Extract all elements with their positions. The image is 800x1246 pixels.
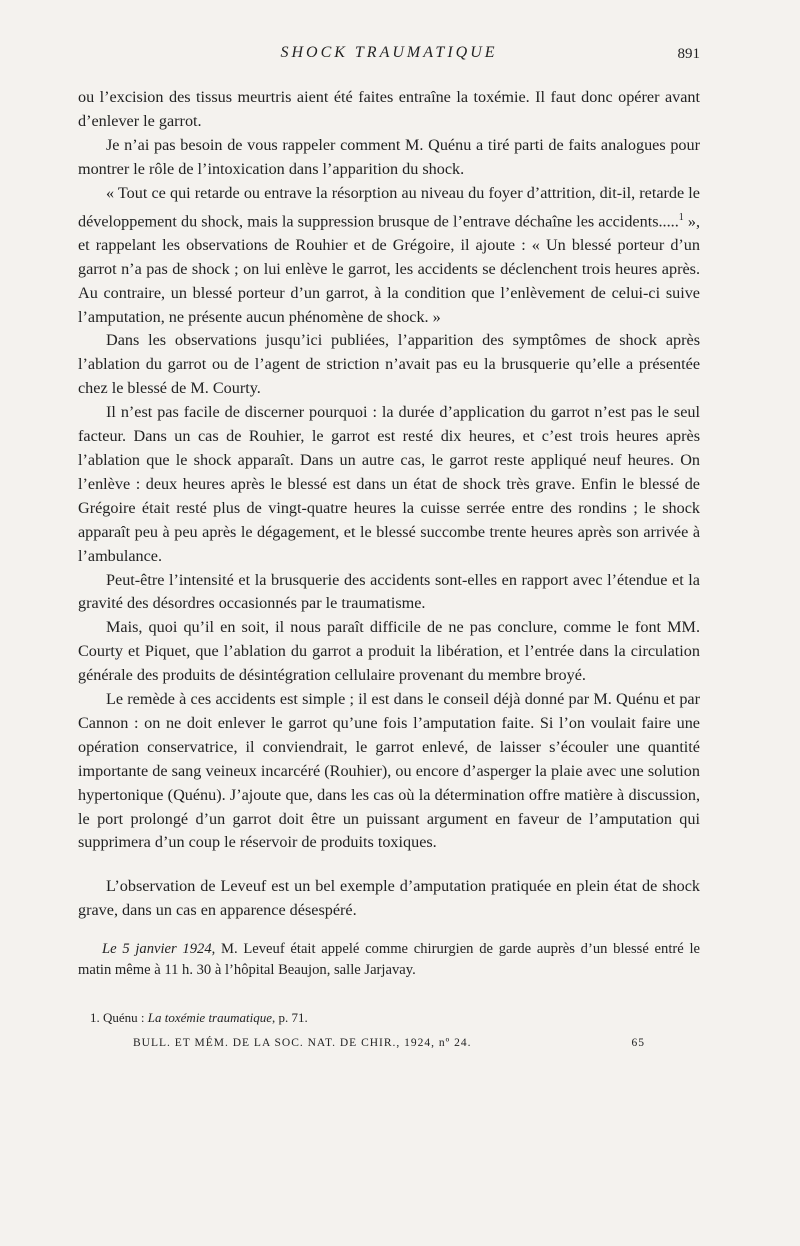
paragraph: Il n’est pas facile de discerner pourquoi : la durée d’application du garrot n’est pas le seul facteur. Dans un cas de Rouhier, le garrot est resté dix heures, et c’est trois heures après l’ablation que le shock apparaît. Dans un autre cas, le garrot reste appliqué neuf heures. On l’enlève : deux heures après le blessé est dans un état de shock très grave. Enfin le blessé de Grégoire était resté plus de vingt-quatre heures la cuisse serrée entre des rondins ; le shock apparaît peu à peu après le dégagement, et le blessé succombe trente heures après son arrivée à l’ambulance. [78,403,700,565]
page-number: 891 [677,46,700,62]
footnote-author: Quénu [103,1010,138,1026]
footnote-page: , p. 71. [272,1010,308,1026]
paragraph: Le remède à ces accidents est simple ; il est dans le conseil déjà donné par M. Quénu et par Cannon : on ne doit enlever le garrot qu’une fois l’amputation faite. Si l’on voulait faire une opération conservatrice, il conviendrait, le garrot enlevé, de laisser s’écouler une quantité importante de sang veineux incarcéré (Rouhier), ou encore d’asperger la plaie avec une solution hypertonique (Quénu). J’ajoute que, dans les cas où la détermination offre matière à discussion, le port prolongé d’un garrot doit être un puissant argument en faveur de l’amputation qui supprimera d’un coup le réservoir de produits toxiques. [78,690,700,852]
page [78,40,700,1055]
footnote-title: La toxémie traumatique [147,1010,273,1026]
paragraph: Peut-être l’intensité et la brusquerie des accidents sont-elles en rapport avec l’étendue et la gravité des désordres occasionnés par le traumatisme. [78,570,700,613]
paragraph: Mais, quoi qu’il en soit, il nous paraît difficile de ne pas conclure, comme le font MM. Courty et Piquet, que l’ablation du garrot a produit la libération, et l’entrée dans la circulation générale des produits de désintégration cellulaire provenant du membre broyé. [78,618,700,685]
signature-number: 65 [631,1037,645,1050]
case-date: Le 5 janvier 1924 [102,941,212,958]
quote-text-continued: », et rappelant les observations de Rouhier et de Grégoire, il ajoute : « Un blessé porteur d’un garrot n’a pas de shock ; on lui enlève le garrot, les accidents se déclenchent trois heures après. Au contraire, un blessé porteur d’un garrot, à la condition que l’enlèvement de celui-ci suive l’amputation, ne présente aucun phénomène de shock. » [78,211,700,326]
footnote-marker: 1 [678,211,684,223]
body-text [78,86,700,923]
case-report [78,939,700,981]
paragraph: Je n’ai pas besoin de vous rappeler comment M. Quénu a tiré parti de faits analogues pour montrer le rôle de l’intoxication dans l’apparition du shock. [78,135,700,178]
footnote-number: 1. [90,1010,100,1026]
footnotes: 1. Quénu : La toxémie traumatique, p. 71. [90,1010,308,1026]
paragraph [78,182,700,330]
journal-footer [78,1037,700,1055]
paragraph: Dans les observations jusqu’ici publiées, l’apparition des symptômes de shock après l’ablation du garrot ou de l’agent de striction n’avait pas eu la brusquerie qu’elle a présentée chez le blessé de M. Courty. [78,331,700,398]
running-title: SHOCK TRAUMATIQUE [280,44,498,61]
case-text: , M. Leveuf était appelé comme chirurgien de garde auprès d’un blessé entré le matin même à 11 h. 30 à l’hôpital Beaujon, salle Jarjavay. [78,941,700,979]
quote-text: « Tout ce qui retarde ou entrave la résorption au niveau du foyer d’attrition, dit-il, retarde le développement du shock, mais la suppression brusque de l’entrave déchaîne les accidents..... [78,183,700,230]
case-paragraph [78,939,700,981]
running-header [78,40,700,70]
journal-reference: BULL. ET MÉM. DE LA SOC. NAT. DE CHIR., 1924, nº 24. [133,1037,472,1050]
paragraph: ou l’excision des tissus meurtris aient été faites entraîne la toxémie. Il faut donc opérer avant d’enlever le garrot. [78,88,700,130]
paragraph: L’observation de Leveuf est un bel exemple d’amputation pratiquée en plein état de shock grave, dans un cas en apparence désespéré. [78,877,700,920]
